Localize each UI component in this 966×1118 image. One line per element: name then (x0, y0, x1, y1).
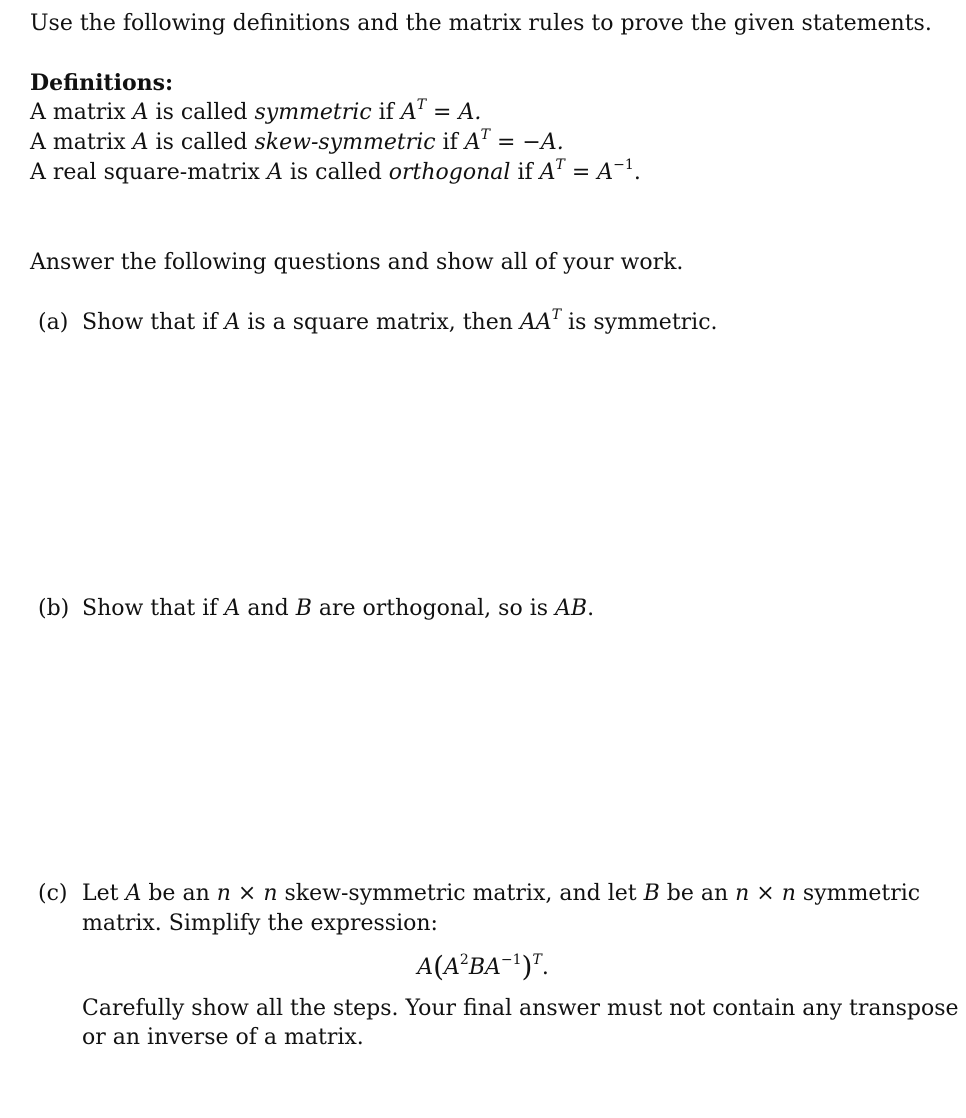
definition-skew-symmetric (30, 128, 564, 158)
question-c-line-4: or an inverse of a matrix. (82, 1025, 364, 1050)
qc-dim: n × n (216, 881, 278, 906)
qc-l1-1: Let (82, 881, 126, 906)
qc-l1-3: skew-symmetric matrix, and let (277, 881, 644, 906)
def-sym-var: A (132, 100, 149, 125)
definition-symmetric (30, 98, 481, 128)
qc-expr-end: . (541, 955, 549, 980)
qb-text-3: are orthogonal, so is (311, 596, 556, 621)
def-orth-mid: is called (282, 160, 389, 185)
def-orth-cond: if (510, 160, 540, 185)
qc-dim2: n × n (735, 881, 796, 906)
def-skew-lhs: A (464, 130, 481, 155)
def-orth-prefix: A real square-matrix (30, 160, 267, 185)
def-skew-cond: if (435, 130, 465, 155)
qc-expr-inv: −1 (500, 952, 522, 968)
qc-var-b: B (643, 881, 660, 906)
question-c-label: (c) (38, 881, 68, 906)
qc-expr-open: ( (433, 950, 445, 983)
qb-text-1: Show that if (82, 596, 225, 621)
qc-l1-4: be an (659, 881, 736, 906)
qc-expr-a: A (444, 955, 460, 980)
def-orth-lhs-sup: T (555, 157, 565, 173)
qa-text-3: is symmetric. (561, 310, 718, 335)
instructions-text: Answer the following questions and show all of your work. (30, 250, 684, 275)
def-sym-cond: if (371, 100, 401, 125)
def-orth-rhs: = A (564, 160, 614, 185)
def-orth-end: . (633, 160, 641, 185)
question-b-label: (b) (38, 596, 70, 621)
qc-l1-2: be an (141, 881, 217, 906)
qc-expr-prefix: A (417, 955, 434, 980)
def-skew-lhs-sup: T (480, 127, 490, 143)
qb-var-b: B (295, 596, 312, 621)
qc-expr-T: T (532, 952, 542, 968)
question-a-label: (a) (38, 310, 69, 335)
def-skew-mid: is called (148, 130, 255, 155)
def-skew-var: A (132, 130, 149, 155)
def-sym-lhs: A (400, 100, 417, 125)
question-b (38, 594, 594, 624)
qc-l1-5: symmetric (795, 881, 921, 906)
question-c-line-3: Carefully show all the steps. Your final answer must not contain any transpose (82, 996, 959, 1021)
qb-expr: AB (555, 596, 588, 621)
qa-expr-sup: T (551, 307, 562, 323)
def-sym-lhs-sup: T (416, 97, 427, 113)
qb-text-4: . (587, 596, 595, 621)
definitions-heading: Definitions: (30, 70, 174, 96)
question-c-line-1 (38, 879, 920, 909)
qc-expr-b: BA (468, 955, 501, 980)
def-sym-mid: is called (148, 100, 255, 125)
def-skew-prefix: A matrix (30, 130, 133, 155)
qa-text-1: Show that if (82, 310, 225, 335)
qc-expr-close: ) (521, 950, 533, 983)
def-orth-lhs: A (539, 160, 556, 185)
question-c-expression (0, 952, 966, 983)
qa-expr: AA (519, 310, 552, 335)
intro-text: Use the following definitions and the matrix rules to prove the given statements. (30, 11, 932, 36)
question-a (38, 308, 718, 338)
def-orth-var: A (266, 160, 283, 185)
qb-var-a: A (224, 596, 241, 621)
def-skew-rhs: = −A. (489, 130, 564, 155)
qa-text-2: is a square matrix, then (240, 310, 520, 335)
qb-text-2: and (240, 596, 296, 621)
def-sym-prefix: A matrix (30, 100, 133, 125)
qc-var-a: A (125, 881, 142, 906)
def-sym-rhs: = A. (426, 100, 482, 125)
qc-expr-sq: 2 (459, 952, 469, 968)
definition-orthogonal (30, 158, 641, 188)
def-orth-rhs-sup: −1 (613, 157, 634, 173)
question-c-line-2: matrix. Simplify the expression: (82, 911, 438, 936)
def-orth-term: orthogonal (388, 160, 511, 185)
qa-var: A (224, 310, 241, 335)
def-sym-term: symmetric (254, 100, 372, 125)
def-skew-term: skew-symmetric (254, 130, 436, 155)
